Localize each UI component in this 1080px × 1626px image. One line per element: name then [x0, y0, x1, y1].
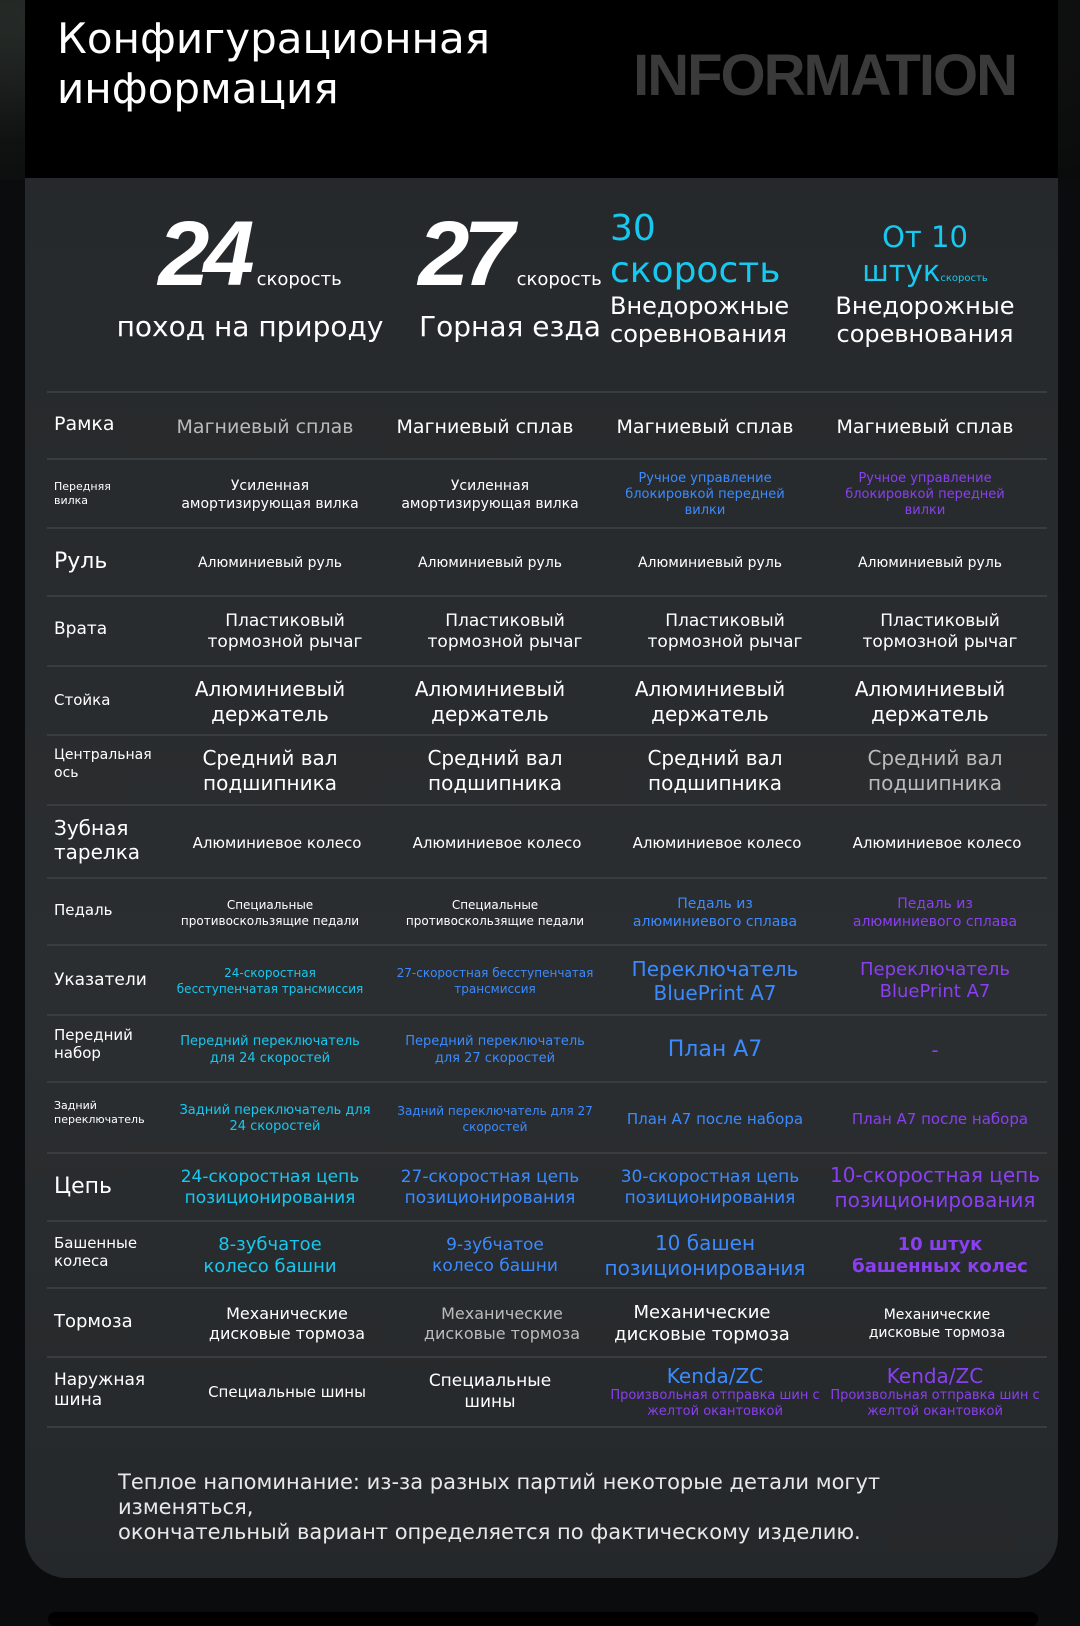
column-header-27 — [390, 203, 630, 343]
table-row-chain — [47, 1152, 1047, 1222]
page-title: Конфигурационная информация — [57, 14, 491, 113]
table-cell: Передний переключатель для 24 скоростей — [180, 1033, 360, 1066]
speed-number: 27 — [418, 203, 509, 305]
header — [25, 0, 1058, 178]
table-cell: Магниевый сплав — [616, 415, 794, 438]
row-label: Стойка — [54, 691, 111, 709]
row-label: Врата — [54, 619, 108, 639]
table-cell: Средний вал подшипника — [427, 746, 563, 795]
table-cell: План A7 после набора — [626, 1109, 804, 1128]
table-cell: Пластиковый тормозной рычаг — [647, 611, 803, 652]
column-header-30 — [610, 208, 840, 348]
table-cell: План A7 — [667, 1037, 763, 1062]
speed-number: 30 — [610, 208, 656, 249]
table-cell: Педаль из алюминиевого сплава — [632, 895, 798, 930]
table-cell: Алюминиевый держатель — [854, 676, 1006, 726]
config-panel — [25, 178, 1058, 1578]
footer-bar — [48, 1612, 1038, 1626]
table-row-brakes — [47, 1287, 1047, 1358]
row-label: Тормоза — [54, 1311, 133, 1332]
table-row-tires — [47, 1356, 1047, 1428]
row-label: Передняя вилка — [54, 480, 111, 507]
column-subtitle: Внедорожные соревнования — [835, 292, 1015, 348]
table-cell: Алюминиевый руль — [637, 555, 783, 571]
table-cell: Механические дисковые тормоза — [868, 1306, 1006, 1341]
tire-note: Произвольная отправка шин с желтой окантовкой — [610, 1388, 820, 1419]
table-cell: 8-зубчатое колесо башни — [203, 1233, 337, 1277]
table-cell: Задний переключатель для 24 скоростей — [179, 1102, 371, 1134]
row-label: Задний переключатель — [54, 1099, 145, 1126]
column-headers — [25, 178, 1058, 388]
table-cell: Алюминиевое колесо — [852, 833, 1022, 852]
column-subtitle: Горная езда — [419, 310, 601, 343]
tire-brand: Kenda/ZC — [886, 1364, 984, 1388]
table-row-cassette — [47, 1220, 1047, 1289]
table-row-frame — [47, 391, 1047, 460]
table-cell: Алюминиевый держатель — [414, 676, 566, 726]
table-row-chainring — [47, 804, 1047, 879]
table-cell: Специальные шины — [428, 1371, 552, 1412]
column-subtitle: поход на природу — [116, 310, 384, 343]
row-label: Цепь — [54, 1174, 112, 1199]
speed-number: 24 — [158, 203, 249, 305]
speed-unit: скорость — [610, 250, 781, 291]
speed-unit: скорость — [516, 269, 602, 290]
table-cell: Алюминиевое колесо — [192, 833, 362, 852]
row-label: Рамка — [54, 413, 115, 435]
table-cell: Задний переключатель для 27 скоростей — [397, 1103, 593, 1134]
row-label: Центральная ось — [54, 747, 152, 781]
table-cell: Специальные противоскользящие педали — [405, 897, 585, 928]
speed-unit: скорость — [256, 269, 342, 290]
table-cell: Пластиковый тормозной рычаг — [862, 611, 1018, 652]
table-row-stem — [47, 665, 1047, 736]
table-cell: Алюминиевый руль — [417, 555, 563, 571]
table-cell: Усиленная амортизирующая вилка — [181, 477, 359, 512]
tire-note: Произвольная отправка шин с желтой окантовкой — [830, 1388, 1040, 1419]
table-cell: Алюминиевый держатель — [634, 676, 786, 726]
table-cell: 27-скоростная бесступенчатая трансмиссия — [396, 966, 594, 996]
table-cell: Алюминиевый руль — [197, 555, 343, 571]
table-row-bottom-bracket — [47, 734, 1047, 806]
row-label: Зубная тарелка — [54, 816, 141, 864]
speed-unit-small: скорость — [940, 273, 988, 284]
table-cell: Пластиковый тормозной рычаг — [207, 611, 363, 652]
row-label: Руль — [54, 549, 108, 574]
row-label: Башенные колеса — [54, 1234, 138, 1270]
speed-number: От 10 — [882, 220, 968, 254]
row-label: Наружная шина — [54, 1370, 146, 1410]
speed-unit: штук — [862, 254, 941, 288]
table-row-brake-lever — [47, 595, 1047, 667]
table-cell: Усиленная амортизирующая вилка — [401, 477, 579, 512]
table-row-fork — [47, 458, 1047, 529]
table-cell: 24-скоростная цепь позиционирования — [180, 1167, 360, 1208]
table-cell: Специальные шины — [208, 1383, 366, 1401]
row-label: Педаль — [54, 901, 113, 919]
table-cell: Механические дисковые тормоза — [614, 1301, 790, 1345]
table-cell: Пластиковый тормозной рычаг — [427, 611, 583, 652]
table-cell: 10-скоростная цепь позиционирования — [829, 1163, 1041, 1212]
table-cell: 9-зубчатое колесо башни — [432, 1234, 558, 1276]
table-cell: Магниевый сплав — [396, 415, 574, 438]
table-cell: Алюминиевое колесо — [632, 833, 802, 852]
table-cell: - — [931, 1037, 939, 1062]
column-header-24 — [100, 203, 400, 343]
information-watermark: INFORMATION — [633, 43, 1016, 108]
table-cell: Специальные противоскользящие педали — [180, 897, 360, 928]
table-row-front-derailleur — [47, 1014, 1047, 1083]
table-cell: Средний вал подшипника — [647, 746, 783, 795]
table-cell: Алюминиевый руль — [857, 555, 1003, 571]
table-cell: Механические дисковые тормоза — [208, 1303, 366, 1343]
table-cell: Ручное управление блокировкой передней вилки — [625, 470, 785, 518]
table-cell: Педаль из алюминиевого сплава — [852, 895, 1018, 930]
table-cell: 10 башен позиционирования — [604, 1230, 806, 1280]
column-header-10 — [815, 220, 1035, 348]
table-cell: 27-скоростная цепь позиционирования — [400, 1167, 580, 1208]
table-cell: 24-скоростная бесступенчатая трансмиссия — [176, 966, 364, 996]
table-cell: Алюминиевое колесо — [412, 833, 582, 852]
table-cell: Средний вал подшипника — [202, 746, 338, 795]
row-label: Передний набор — [54, 1026, 133, 1062]
table-cell: Ручное управление блокировкой передней вилки — [845, 470, 1005, 518]
table-cell: План A7 после набора — [851, 1109, 1029, 1128]
table-cell: Магниевый сплав — [836, 415, 1014, 438]
table-cell: Механические дисковые тормоза — [423, 1303, 581, 1343]
table-cell: 10 штук башенных колес — [852, 1233, 1028, 1277]
table-cell: 30-скоростная цепь позиционирования — [620, 1167, 800, 1208]
table-cell: Переключатель BluePrint A7 — [631, 957, 799, 1005]
table-cell: Алюминиевый держатель — [194, 676, 346, 726]
column-subtitle: Внедорожные соревнования — [610, 292, 790, 348]
table-cell: Переключатель BluePrint A7 — [860, 959, 1010, 1002]
table-cell: Передний переключатель для 27 скоростей — [405, 1033, 585, 1066]
row-label: Указатели — [54, 970, 147, 990]
table-row-pedal — [47, 877, 1047, 946]
table-cell-tire — [590, 1358, 840, 1426]
table-row-shifters — [47, 944, 1047, 1016]
table-row-handlebar — [47, 527, 1047, 597]
table-cell-tire — [810, 1358, 1060, 1426]
table-cell: Средний вал подшипника — [867, 746, 1003, 795]
table-row-rear-derailleur — [47, 1081, 1047, 1154]
table-cell: Магниевый сплав — [176, 415, 354, 438]
tire-brand: Kenda/ZC — [666, 1364, 764, 1388]
warm-reminder-note: Теплое напоминание: из-за разных партий некоторые детали могут изменяться, окончательный вариант определяется по фактическому изделию. — [118, 1470, 881, 1544]
